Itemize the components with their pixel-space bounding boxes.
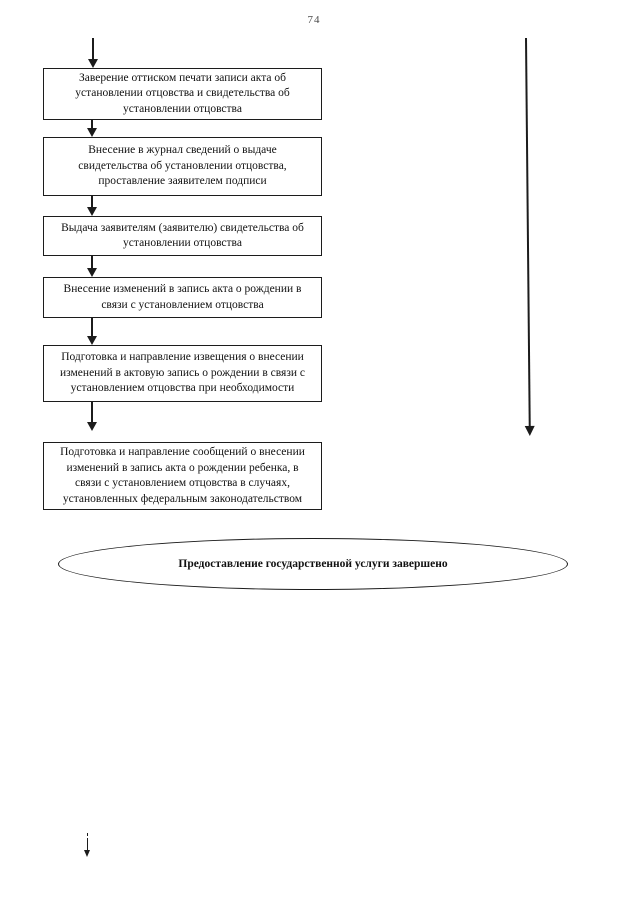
page-number: 74	[307, 14, 321, 26]
step-box-4-label: Внесение изменений в запись акта о рождении в связи с установлением отцовства	[63, 283, 302, 311]
arrow-line	[91, 318, 93, 336]
step-box-6	[43, 442, 322, 510]
flow-arrow-step-5-to-6	[87, 402, 97, 431]
step-box-5-label: Подготовка и направление извещения о внесении изменений в актовую запись о рождении в связи с установлением отцовства при необходимости	[60, 351, 305, 395]
arrow-line	[525, 38, 531, 426]
arrow-down-icon	[87, 268, 97, 277]
step-box-5	[43, 345, 322, 402]
flow-arrow-step-1-to-2	[87, 120, 97, 137]
step-box-6-label: Подготовка и направление сообщений о внесении изменений в запись акта о рождении ребенка, в связи с установлением отцовства в случаях, установленных федеральным законодательством	[60, 446, 305, 505]
arrow-line	[87, 833, 88, 841]
step-box-1-label: Заверение оттиском печати записи акта об установлении отцовства и свидетельства об установлении отцовства	[75, 71, 290, 115]
arrow-down-icon	[87, 336, 97, 345]
arrow-down-icon	[84, 850, 90, 857]
terminator-ellipse	[58, 538, 568, 590]
arrow-line	[91, 402, 93, 422]
terminator-label: Предоставление государственной услуги завершено	[178, 558, 448, 570]
flow-arrow-step-2-to-3	[87, 196, 97, 216]
step-box-4	[43, 277, 322, 318]
page-continuation-arrow	[82, 833, 92, 857]
arrow-line	[91, 120, 93, 128]
step-box-2	[43, 137, 322, 196]
arrow-line	[91, 196, 93, 207]
arrow-line	[92, 38, 94, 59]
flow-arrow-step-3-to-4	[87, 256, 97, 277]
arrow-down-icon	[87, 422, 97, 431]
arrow-line	[91, 256, 93, 268]
flow-arrow-into-step-1	[88, 38, 98, 68]
arrow-down-icon	[87, 207, 97, 216]
arrow-line	[87, 841, 88, 850]
step-box-1	[43, 68, 322, 120]
arrow-down-icon	[88, 59, 98, 68]
arrow-down-icon	[87, 128, 97, 137]
flow-arrow-step-4-to-5	[87, 318, 97, 345]
arrow-down-icon	[525, 426, 535, 436]
step-box-2-label: Внесение в журнал сведений о выдаче свидетельства об установлении отцовства, проставление заявителем подписи	[78, 144, 287, 188]
step-box-3	[43, 216, 322, 256]
step-box-3-label: Выдача заявителям (заявителю) свидетельства об установлении отцовства	[61, 221, 304, 249]
parallel-flow-arrow	[520, 38, 536, 436]
